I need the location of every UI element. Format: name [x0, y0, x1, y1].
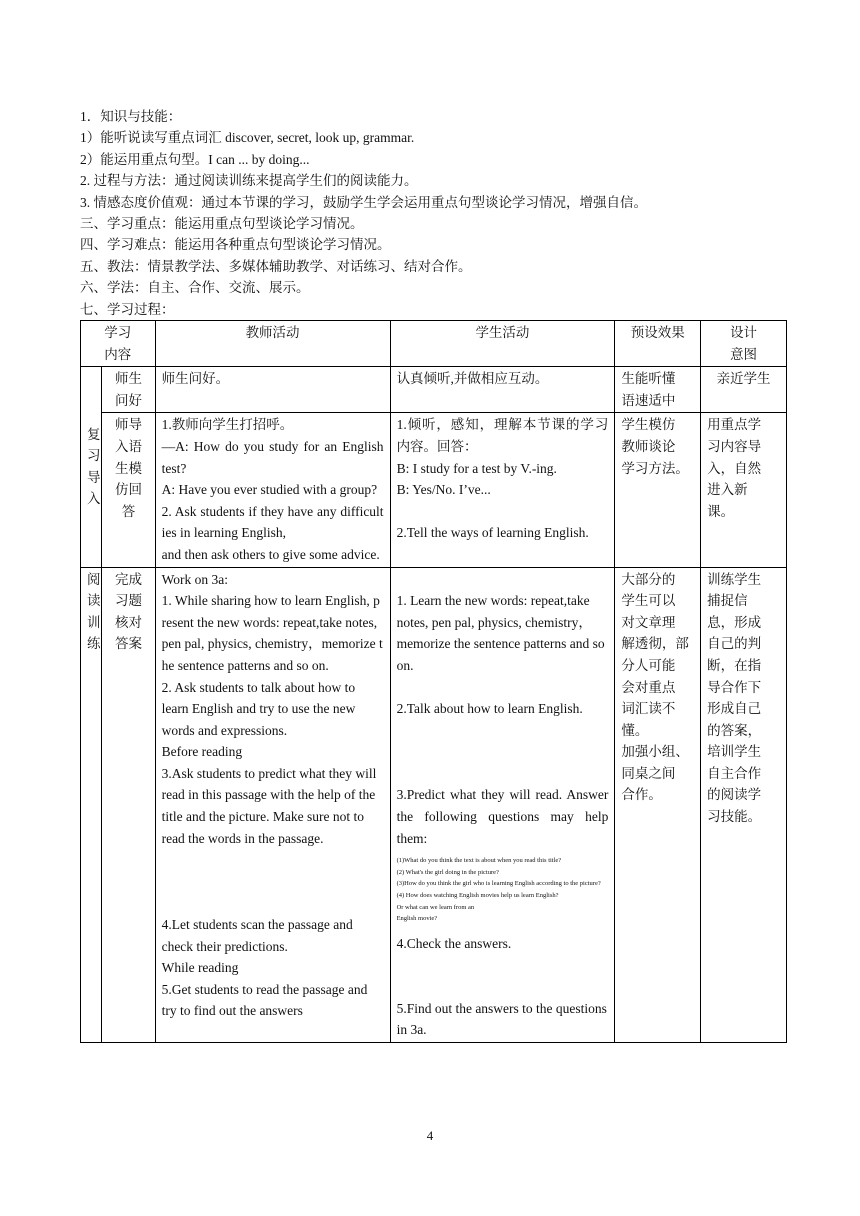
intro-line: 1）能听说读写重点词汇 discover, secret, look up, grammar. — [80, 130, 415, 146]
table-row — [81, 567, 787, 1042]
purpose-lead-in: 用重点学 习内容导 入，自然 进入新 课。 — [701, 413, 787, 567]
intro-line: 七、学习过程： — [80, 301, 175, 317]
teacher-reading: Work on 3a: 1. While sharing how to learn English, present the new words: repeat,take notes, pen pal, physics, chemistry，memorize the sentence patterns and so on. 2. Ask students to talk about how to learn English and try to use the new words and expressions. Before reading 3.Ask students to predict what they will read in this passage with the help of the title and the picture. Make sure not to read the words in the passage. 4.Let students scan the passage and check their predictions. While reading 5.Get students to read the passage and try to find out the answers — [155, 567, 390, 1042]
header-student: 学生活动 — [390, 321, 615, 367]
table-row — [81, 367, 787, 413]
intro-line: 1．知识与技能： — [80, 109, 182, 124]
learning-process-table — [80, 320, 787, 1043]
header-effect: 预设效果 — [615, 321, 701, 367]
header-content: 学习 内容 — [81, 321, 156, 367]
sub-greeting: 师生 问好 — [102, 367, 155, 413]
intro-line: 六、学法：自主、合作、交流、展示。 — [80, 280, 310, 296]
header-purpose: 设计 意图 — [701, 321, 787, 367]
intro-line: 2）能运用重点句型。I can ... by doing... — [80, 151, 310, 167]
purpose-greeting: 亲近学生 — [701, 367, 787, 413]
effect-lead-in: 学生模仿 教师谈论 学习方法。 — [615, 413, 701, 567]
purpose-reading: 训练学生 捕捉信 息，形成 自己的判 断，在指 导合作下 形成自己 的答案， 培训学生 自主合作 的阅读学 习技能。 — [701, 567, 787, 1042]
sub-lead-in: 师导 入语 生模 仿回 答 — [102, 413, 155, 567]
effect-greeting: 生能听懂 语速适中 — [615, 367, 701, 413]
intro-line: 3. 情感态度价值观：通过本节课的学习，鼓励学生学会运用重点句型谈论学习情况，增强自信。 — [80, 194, 647, 210]
intro-line: 三、学习重点：能运用重点句型谈论学习情况。 — [80, 216, 364, 232]
student-lead-in: 1.倾听，感知，理解本节课的学习内容。回答： B: I study for a test by V.-ing. B: Yes/No. I’ve... 2.Tell the ways of learning English. — [390, 413, 615, 567]
teacher-lead-in: 1.教师向学生打招呼。 —A: How do you study for an English test? A: Have you ever studied with a group? 2. Ask students if they have any difficulties in learning English, and then ask others to give some advice. — [155, 413, 390, 567]
intro-line: 五、教法：情景教学法、多媒体辅助教学、对话练习、结对合作。 — [80, 258, 472, 274]
page-number: 4 — [426, 1128, 434, 1143]
prediction-questions: (1)What do you think the text is about when you read this title? (2) What's the girl doing in the picture? (3)How do you think the girl who is learning English according to the picture? (4) How does watching English movies help us learn English? Or what can we learn from an English movie? — [396, 857, 601, 923]
section-review-label: 复 习 导 入 — [81, 367, 102, 567]
intro-line: 2. 过程与方法：通过阅读训练来提高学生们的阅读能力。 — [80, 173, 418, 189]
student-greeting: 认真倾听,并做相应互动。 — [390, 367, 615, 413]
teacher-greeting: 师生问好。 — [155, 367, 390, 413]
table-header-row — [81, 321, 787, 367]
header-teacher: 教师活动 — [155, 321, 390, 367]
effect-reading: 大部分的 学生可以 对文章理 解透彻，部 分人可能 会对重点 词汇读不 懂。 加强小组、 同桌之间 合作。 — [615, 567, 701, 1042]
intro-line: 四、学习难点：能运用各种重点句型谈论学习情况。 — [80, 237, 391, 253]
intro-section — [80, 106, 780, 320]
table-row — [81, 413, 787, 567]
sub-exercises: 完成 习题 核对 答案 — [102, 567, 155, 1042]
student-reading: 1. Learn the new words: repeat,take notes, pen pal, physics, chemistry，memorize the sentence patterns and so on. 2.Talk about how to learn English. 3.Predict what they will read. Answer the following questions may help them: (1)What do you think the text is about when you read this title? (2) What's the girl doing in the picture? (3)How do you think the girl who is learning English according to the picture? (4) How does watching English movies help us learn English? Or what can we learn from an English movie? 4.Check the answers. 5.Find out the answers to the questions in 3a. — [390, 567, 615, 1042]
section-reading-label: 阅 读 训 练 — [81, 567, 102, 1042]
